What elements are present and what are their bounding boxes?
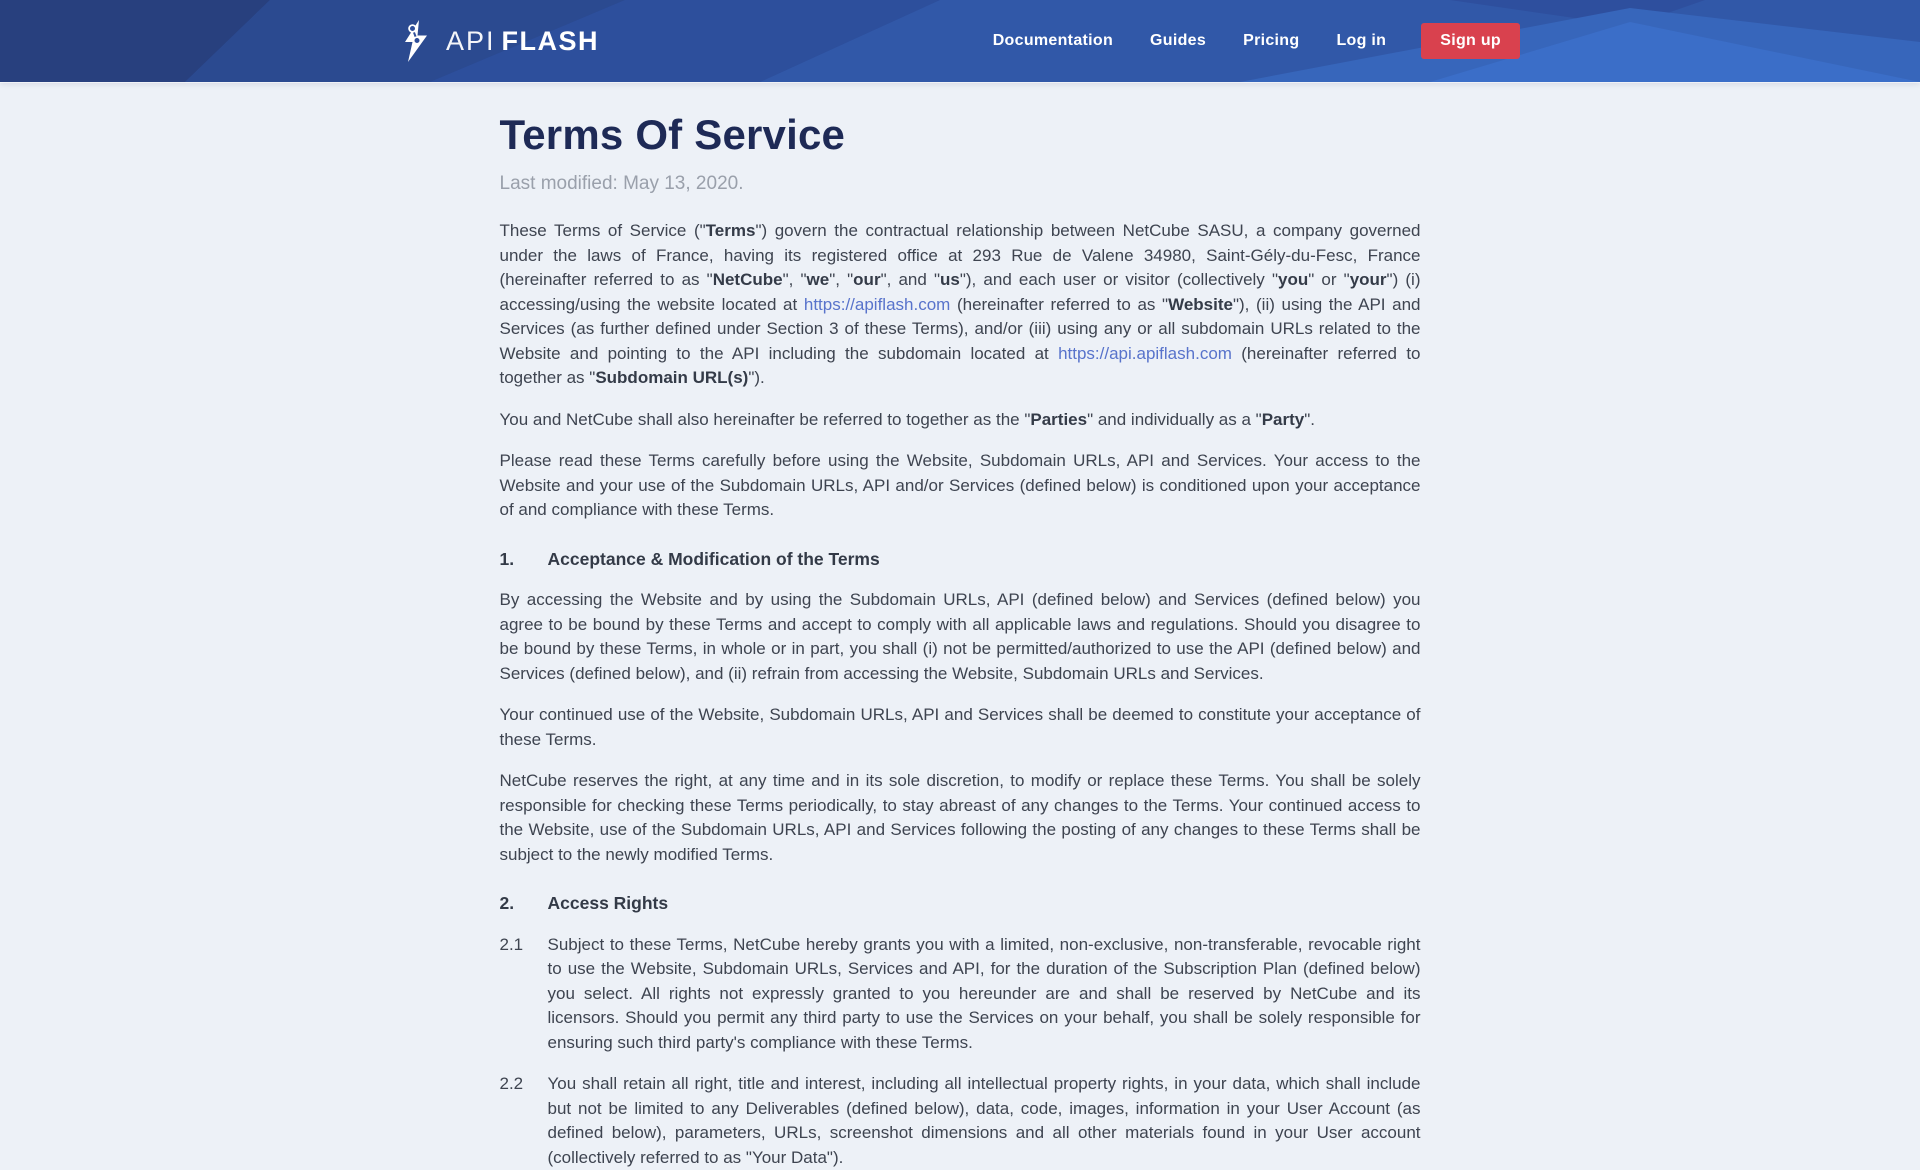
section-title: Acceptance & Modification of the Terms	[547, 548, 880, 569]
defined-term: Subdomain URL(s)	[595, 368, 749, 388]
section-number: 1.	[499, 548, 515, 569]
brand-flash: FLASH	[501, 25, 600, 56]
apiflash-logo[interactable]	[400, 19, 599, 63]
section-heading	[500, 891, 1421, 916]
nav-link-pricing[interactable]: Pricing	[1243, 32, 1300, 49]
nav-link-documentation[interactable]: Documentation	[992, 32, 1114, 49]
defined-term: Party	[1261, 409, 1305, 429]
section-heading	[500, 547, 1421, 572]
paragraph: By accessing the Website and by using the Subdomain URLs, API (defined below) and Services (defined below) you agree to be bound by these Terms and accept to comply with all applicable laws and regulations. Should you disagree to be bound by these Terms, in whole or in part, you shall (i) not be permitted/authorized to use the API (defined below) and Services (defined below), and (ii) refrain from accessing the Website, Subdomain URLs and Services.	[499, 590, 1421, 683]
terms-of-service-page	[500, 82, 1421, 1170]
defined-term: we	[806, 270, 830, 290]
terms-document-body	[500, 219, 1421, 1170]
lightning-bolt-icon	[400, 19, 432, 63]
page-title: Terms Of Service	[499, 111, 846, 158]
clause-text: Subject to these Terms, NetCube hereby grants you with a limited, non-exclusive, non-transferable, revocable right to use the Website, Subdomain URLs, Services and API, for the duration of the Subscription Plan (defined below) you select. All rights not expressly granted to you hereunder are and shall be reserved by NetCube and its licensors. Should you permit any third party to use the Services on your behalf, you shall be solely responsible for ensuring such third party's compliance with these Terms.	[547, 934, 1421, 1052]
last-modified-date: Last modified: May 13, 2020.	[499, 173, 744, 195]
defined-term: us	[940, 270, 960, 290]
defined-term: you	[1277, 270, 1309, 290]
brand-wordmark	[446, 26, 599, 57]
section-title: Access Rights	[547, 893, 669, 914]
paragraph: Please read these Terms carefully before using the Website, Subdomain URLs, API and Services. Your access to the Website and your use of the Subdomain URLs, API and/or Services (defined below) is conditioned upon your acceptance of and compliance with these Terms.	[499, 451, 1421, 520]
clause-text: You shall retain all right, title and interest, including all intellectual property rights, in your data, which shall include but not be limited to any Deliverables (defined below), data, code, images, information in your User Account (as defined below), parameters, URLs, screenshot dimensions and all other materials found in your User account (collectively referred to as "Your Data").	[547, 1074, 1421, 1167]
defined-term: our	[853, 270, 881, 290]
paragraph: Your continued use of the Website, Subdomain URLs, API and Services shall be deemed to constitute your acceptance of these Terms.	[499, 705, 1421, 749]
paragraph: NetCube reserves the right, at any time and in its sole discretion, to modify or replace these Terms. You shall be solely responsible for checking these Terms periodically, to stay abreast of any changes to the Terms. Your continued access to the Website, use of the Subdomain URLs, API and Services following the posting of any changes to these Terms shall be subject to the newly modified Terms.	[499, 771, 1421, 864]
defined-term: NetCube	[712, 270, 783, 290]
main-navigation	[993, 23, 1520, 59]
brand-api: API	[446, 25, 496, 56]
clause-number: 2.2	[499, 1074, 524, 1094]
nav-link-guides[interactable]: Guides	[1150, 32, 1207, 49]
defined-term: Parties	[1030, 409, 1088, 429]
numbered-paragraph	[500, 933, 1421, 1056]
nav-link-log-in[interactable]: Log in	[1336, 32, 1387, 49]
paragraph: These Terms of Service ("Terms") govern the contractual relationship between NetCube SASU, a company governed under the laws of France, having its registered office at 293 Rue de Valene 34980, Saint-Gély-du-Fesc, France (hereinafter referred to as "NetCube", "we", "our", and "us"), and each user or visitor (collectively "you" or "your") (i) accessing/using the website located at https://apiflash.com (hereinafter referred to as "Website"), (ii) using the API and Services (as further defined under Section 3 of these Terms), and/or (iii) using any or all subdomain URLs related to the Website and pointing to the API including the subdomain located at https://api.apiflash.com (hereinafter referred to together as "Subdomain URL(s)").	[499, 221, 1421, 388]
defined-term: your	[1349, 270, 1387, 290]
text-link[interactable]: https://apiflash.com	[803, 294, 951, 314]
defined-term: Website	[1168, 294, 1233, 314]
defined-term: Terms	[705, 221, 756, 241]
top-navbar	[0, 0, 1920, 82]
paragraph: You and NetCube shall also hereinafter be referred to together as the "Parties" and individually as a "Party".	[499, 409, 1315, 429]
text-link[interactable]: https://api.apiflash.com	[1058, 343, 1232, 363]
sign-up-button[interactable]: Sign up	[1421, 23, 1520, 59]
section-number: 2.	[499, 893, 515, 914]
numbered-paragraph	[500, 1072, 1421, 1170]
clause-number: 2.1	[499, 934, 524, 954]
